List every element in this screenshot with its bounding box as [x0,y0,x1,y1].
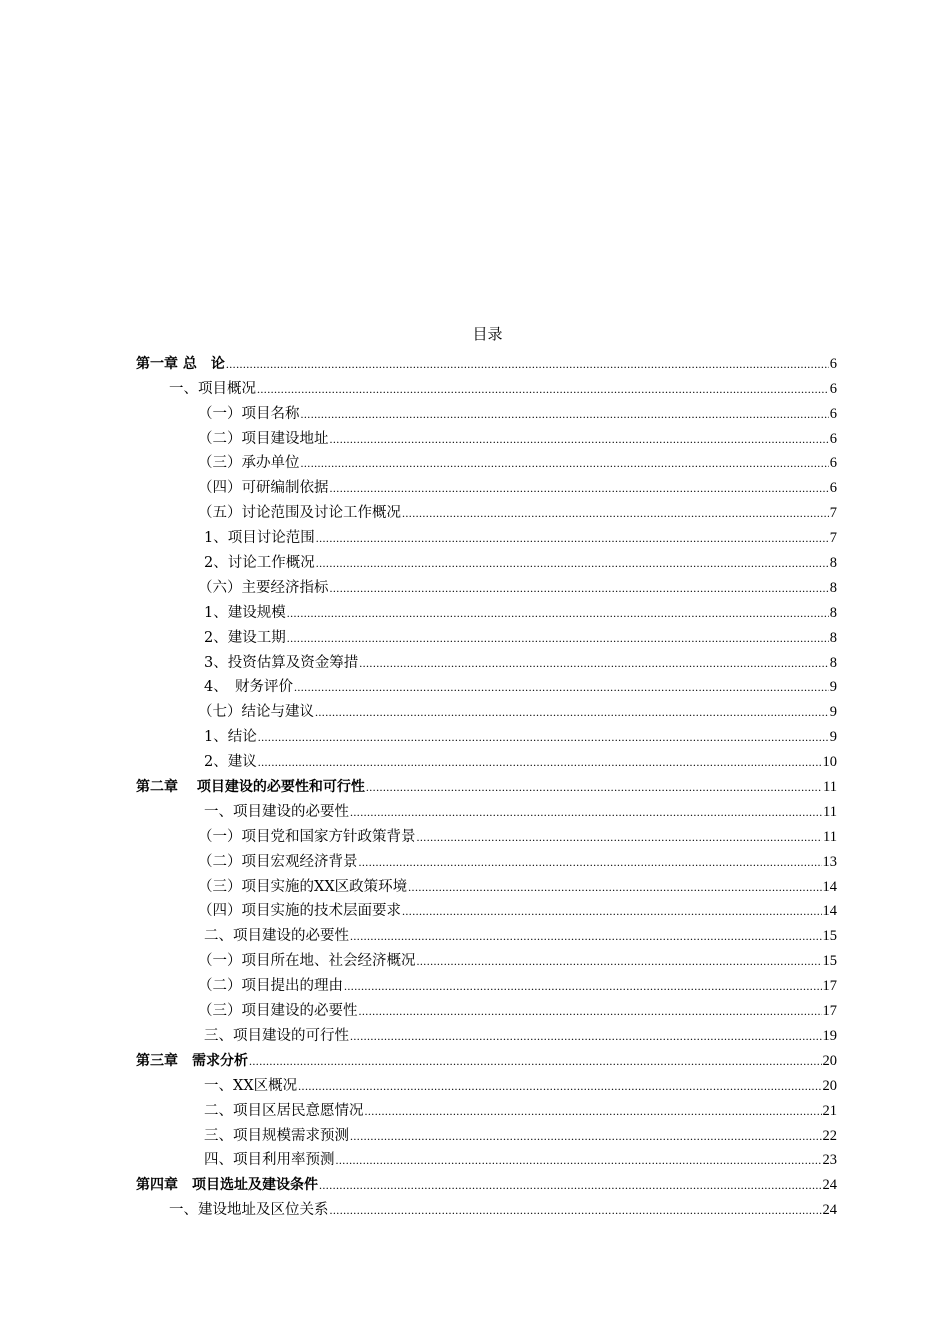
toc-entry-page: 7 [829,505,837,522]
toc-entry-label: （二）项目宏观经济背景 [198,853,358,870]
dot-leader [298,1076,821,1096]
toc-entry-label: 第一章 总 论 [136,355,225,372]
toc-entry-page: 21 [822,1102,837,1119]
toc-entry-chapter-3[interactable] [136,1046,837,1071]
toc-title: 目录 [472,325,503,343]
toc-entry-label: 一、项目建设的必要性 [204,803,349,820]
toc-entry-page: 19 [822,1027,837,1044]
toc-entry-label: 一、建设地址及区位关系 [169,1202,329,1219]
toc-entry-page: 15 [822,928,837,945]
dot-leader [226,354,829,374]
dot-leader [366,777,822,797]
toc-entry[interactable] [136,623,837,648]
toc-entry[interactable] [136,1121,837,1146]
dot-leader [294,677,829,697]
toc-entry-label: （四）可研编制依据 [198,480,329,497]
toc-entry-page: 11 [823,828,837,845]
dot-leader [359,852,822,872]
toc-entry[interactable] [136,1021,837,1046]
toc-entry-page: 11 [823,803,837,820]
dot-leader [402,901,822,921]
toc-entry-label: 2、建设工期 [204,629,286,646]
toc-entry-label: （一）项目所在地、社会经济概况 [198,953,416,970]
toc-entry-page: 8 [829,654,837,671]
toc-entry[interactable] [136,374,837,399]
dot-leader [301,453,829,473]
toc-entry[interactable] [136,424,837,449]
toc-entry[interactable] [136,797,837,822]
toc-entry-page: 10 [822,754,837,771]
toc-entry-page: 8 [829,579,837,596]
dot-leader [359,1001,822,1021]
toc-entry-page: 6 [829,380,837,397]
toc-entry[interactable] [136,996,837,1021]
toc-entry-chapter-2[interactable] [136,772,837,797]
toc-entry-page: 6 [829,455,837,472]
toc-entry-label: 3、投资估算及资金筹措 [204,654,359,671]
toc-entry-page: 20 [822,1052,837,1069]
dot-leader [336,1150,822,1170]
toc-entry-label: 二、项目区居民意愿情况 [204,1102,364,1119]
toc-entry-label: 1、建设规模 [204,604,286,621]
toc-entry-page: 22 [822,1127,837,1144]
dot-leader [350,1026,822,1046]
toc-entry-chapter-4[interactable] [136,1170,837,1195]
toc-entry-label: （二）项目提出的理由 [198,978,343,995]
toc-entry-chapter-1[interactable] [136,349,837,374]
toc-entry[interactable] [136,648,837,673]
dot-leader [344,976,822,996]
dot-leader [301,404,829,424]
dot-leader [402,503,829,523]
dot-leader [287,603,829,623]
toc-entry-label: （四）项目实施的技术层面要求 [198,903,401,920]
toc-entry[interactable] [136,449,837,474]
toc-entry-page: 20 [822,1077,837,1094]
dot-leader [316,553,829,573]
toc-entry-page: 23 [822,1152,837,1169]
toc-entry-page: 8 [829,604,837,621]
toc-entry-label: 1、结论 [204,729,257,746]
toc-entry-page: 7 [829,530,837,547]
toc-entry-label: （六）主要经济指标 [198,579,329,596]
dot-leader [417,827,823,847]
toc-entry-label: 第四章 项目选址及建设条件 [136,1177,318,1194]
table-of-contents [136,349,837,1220]
toc-entry-label: （三）承办单位 [198,455,300,472]
toc-entry-label: （一）项目名称 [198,405,300,422]
toc-entry-page: 6 [829,405,837,422]
toc-entry[interactable] [136,971,837,996]
toc-entry[interactable] [136,523,837,548]
toc-entry-label: （二）项目建设地址 [198,430,329,447]
toc-entry[interactable] [136,747,837,772]
toc-entry[interactable] [136,473,837,498]
toc-entry-page: 9 [829,729,837,746]
toc-entry-label: 第三章 需求分析 [136,1052,248,1069]
toc-entry-label: 三、项目规模需求预测 [204,1127,349,1144]
toc-entry-label: 一、XX区概况 [204,1077,298,1094]
toc-entry[interactable] [136,847,837,872]
toc-entry[interactable] [136,399,837,424]
toc-entry-page: 14 [822,878,837,895]
toc-entry-label: 一、项目概况 [169,380,256,397]
toc-entry[interactable] [136,822,837,847]
dot-leader [316,528,829,548]
toc-entry-label: （五）讨论范围及讨论工作概况 [198,505,401,522]
dot-leader [258,727,829,747]
toc-entry[interactable] [136,1146,837,1171]
toc-entry[interactable] [136,897,837,922]
dot-leader [350,1126,822,1146]
dot-leader [330,578,829,598]
dot-leader [258,752,822,772]
toc-entry-page: 11 [823,779,837,796]
dot-leader [359,653,829,673]
toc-entry-page: 15 [822,953,837,970]
toc-entry-page: 8 [829,629,837,646]
toc-entry-page: 8 [829,555,837,572]
toc-entry-page: 17 [822,1003,837,1020]
dot-leader [350,926,822,946]
toc-entry[interactable] [136,697,837,722]
toc-entry-label: 二、项目建设的必要性 [204,928,349,945]
dot-leader [319,1175,822,1195]
toc-entry[interactable] [136,498,837,523]
toc-entry-label: 1、项目讨论范围 [204,530,315,547]
toc-entry[interactable] [136,872,837,897]
toc-entry-label: 四、项目利用率预测 [204,1152,335,1169]
toc-entry-page: 9 [829,704,837,721]
toc-entry[interactable] [136,946,837,971]
toc-entry-label: （三）项目实施的XX区政策环境 [198,878,408,895]
toc-entry-label: （三）项目建设的必要性 [198,1003,358,1020]
dot-leader [287,628,829,648]
dot-leader [365,1101,822,1121]
toc-entry[interactable] [136,722,837,747]
toc-entry-page: 6 [829,480,837,497]
toc-entry-page: 24 [822,1202,837,1219]
toc-entry[interactable] [136,1071,837,1096]
dot-leader [330,478,829,498]
dot-leader [249,1051,822,1071]
toc-entry[interactable] [136,573,837,598]
toc-entry-page: 9 [829,679,837,696]
dot-leader [417,951,822,971]
dot-leader [330,1200,822,1220]
toc-entry-label: （七）结论与建议 [198,704,314,721]
toc-entry-label: 第二章 项目建设的必要性和可行性 [136,779,365,796]
toc-entry[interactable] [136,548,837,573]
toc-entry-label: （一）项目党和国家方针政策背景 [198,828,416,845]
toc-entry-label: 三、项目建设的可行性 [204,1027,349,1044]
toc-entry[interactable] [136,673,837,698]
dot-leader [330,429,829,449]
toc-entry[interactable] [136,1096,837,1121]
toc-entry-page: 24 [822,1177,837,1194]
dot-leader [315,702,829,722]
toc-entry[interactable] [136,921,837,946]
toc-entry-page: 13 [822,853,837,870]
toc-entry-page: 17 [822,978,837,995]
toc-entry-page: 6 [829,430,837,447]
toc-entry-label: 4、 财务评价 [204,679,293,696]
dot-leader [257,379,829,399]
toc-entry-page: 6 [829,355,837,372]
toc-entry-label: 2、建议 [204,754,257,771]
dot-leader [408,877,821,897]
toc-entry[interactable] [136,1195,837,1220]
dot-leader [350,802,822,822]
toc-entry-page: 14 [822,903,837,920]
toc-entry-label: 2、讨论工作概况 [204,555,315,572]
toc-entry[interactable] [136,598,837,623]
